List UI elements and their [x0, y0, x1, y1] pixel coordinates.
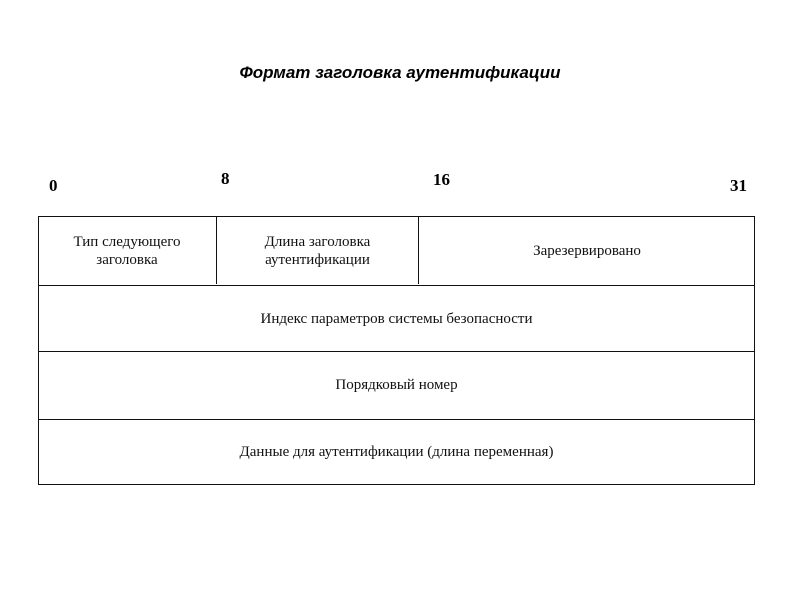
table-row	[39, 217, 754, 284]
bit-label-8: 8	[221, 169, 230, 188]
auth-data-field: Данные для аутентификации (длина переменная)	[239, 444, 554, 460]
sequence-number-field: Порядковый номер	[335, 377, 458, 393]
bit-label-16: 16	[433, 170, 450, 189]
header-length-field: Длина заголовка аутентификации	[216, 217, 418, 284]
next-header-field: Тип следующего заголовка	[73, 233, 181, 268]
diagram-title: Формат заголовка аутентификации	[239, 63, 561, 82]
reserved-field: Зарезервировано	[418, 217, 755, 284]
header-format-table	[38, 216, 755, 485]
bit-label-0: 0	[49, 176, 58, 195]
bit-label-31: 31	[730, 176, 747, 195]
spi-row	[39, 285, 754, 352]
sequence-row	[39, 351, 754, 419]
spi-field: Индекс параметров системы безопасности	[260, 310, 533, 327]
auth-data-row	[39, 419, 754, 485]
